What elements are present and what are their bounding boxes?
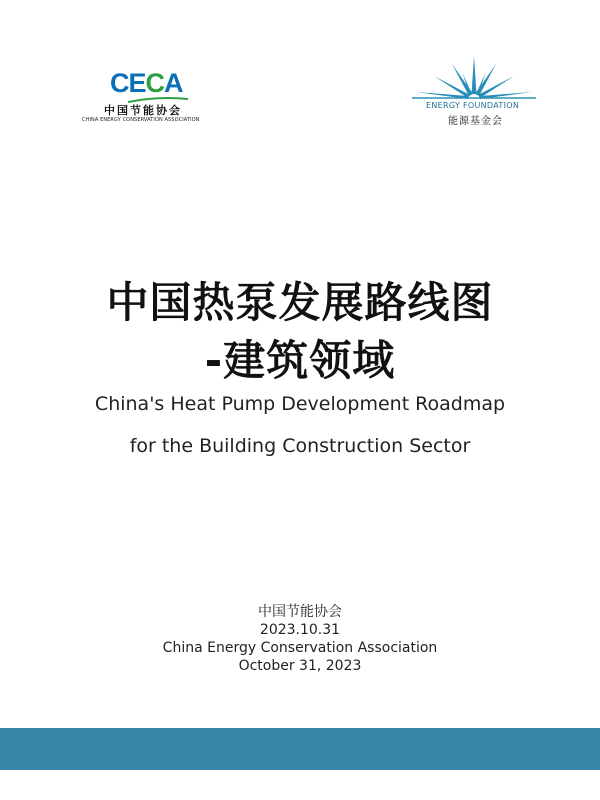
document-subtitle-line-1: China's Heat Pump Development Roadmap bbox=[94, 393, 506, 415]
document-title-line-1: 中国热泵发展路线图 bbox=[106, 278, 494, 327]
ceca-cn-name: 中国节能协会 bbox=[104, 104, 182, 117]
document-title-line-2: -建筑领域 bbox=[204, 336, 396, 385]
ceca-logo bbox=[82, 68, 212, 128]
document-subtitle-line-2: for the Building Construction Sector bbox=[129, 435, 471, 457]
energy-foundation-logo bbox=[412, 54, 536, 128]
publisher-block bbox=[0, 603, 600, 675]
publisher-en-name: China Energy Conservation Association bbox=[162, 640, 438, 656]
publish-date-text: October 31, 2023 bbox=[238, 658, 362, 674]
energy-foundation-cn-name: 能源基金会 bbox=[448, 116, 503, 127]
ceca-en-name: CHINA ENERGY CONSERVATION ASSOCIATION bbox=[82, 117, 200, 123]
energy-foundation-en-name: ENERGY FOUNDATION bbox=[426, 101, 520, 110]
publish-date-numeric: 2023.10.31 bbox=[259, 622, 341, 638]
energy-foundation-star-icon bbox=[412, 54, 536, 100]
bottom-color-band bbox=[0, 728, 600, 770]
publisher-cn-name: 中国节能协会 bbox=[258, 604, 342, 620]
ceca-wordmark: CECA bbox=[110, 68, 183, 98]
